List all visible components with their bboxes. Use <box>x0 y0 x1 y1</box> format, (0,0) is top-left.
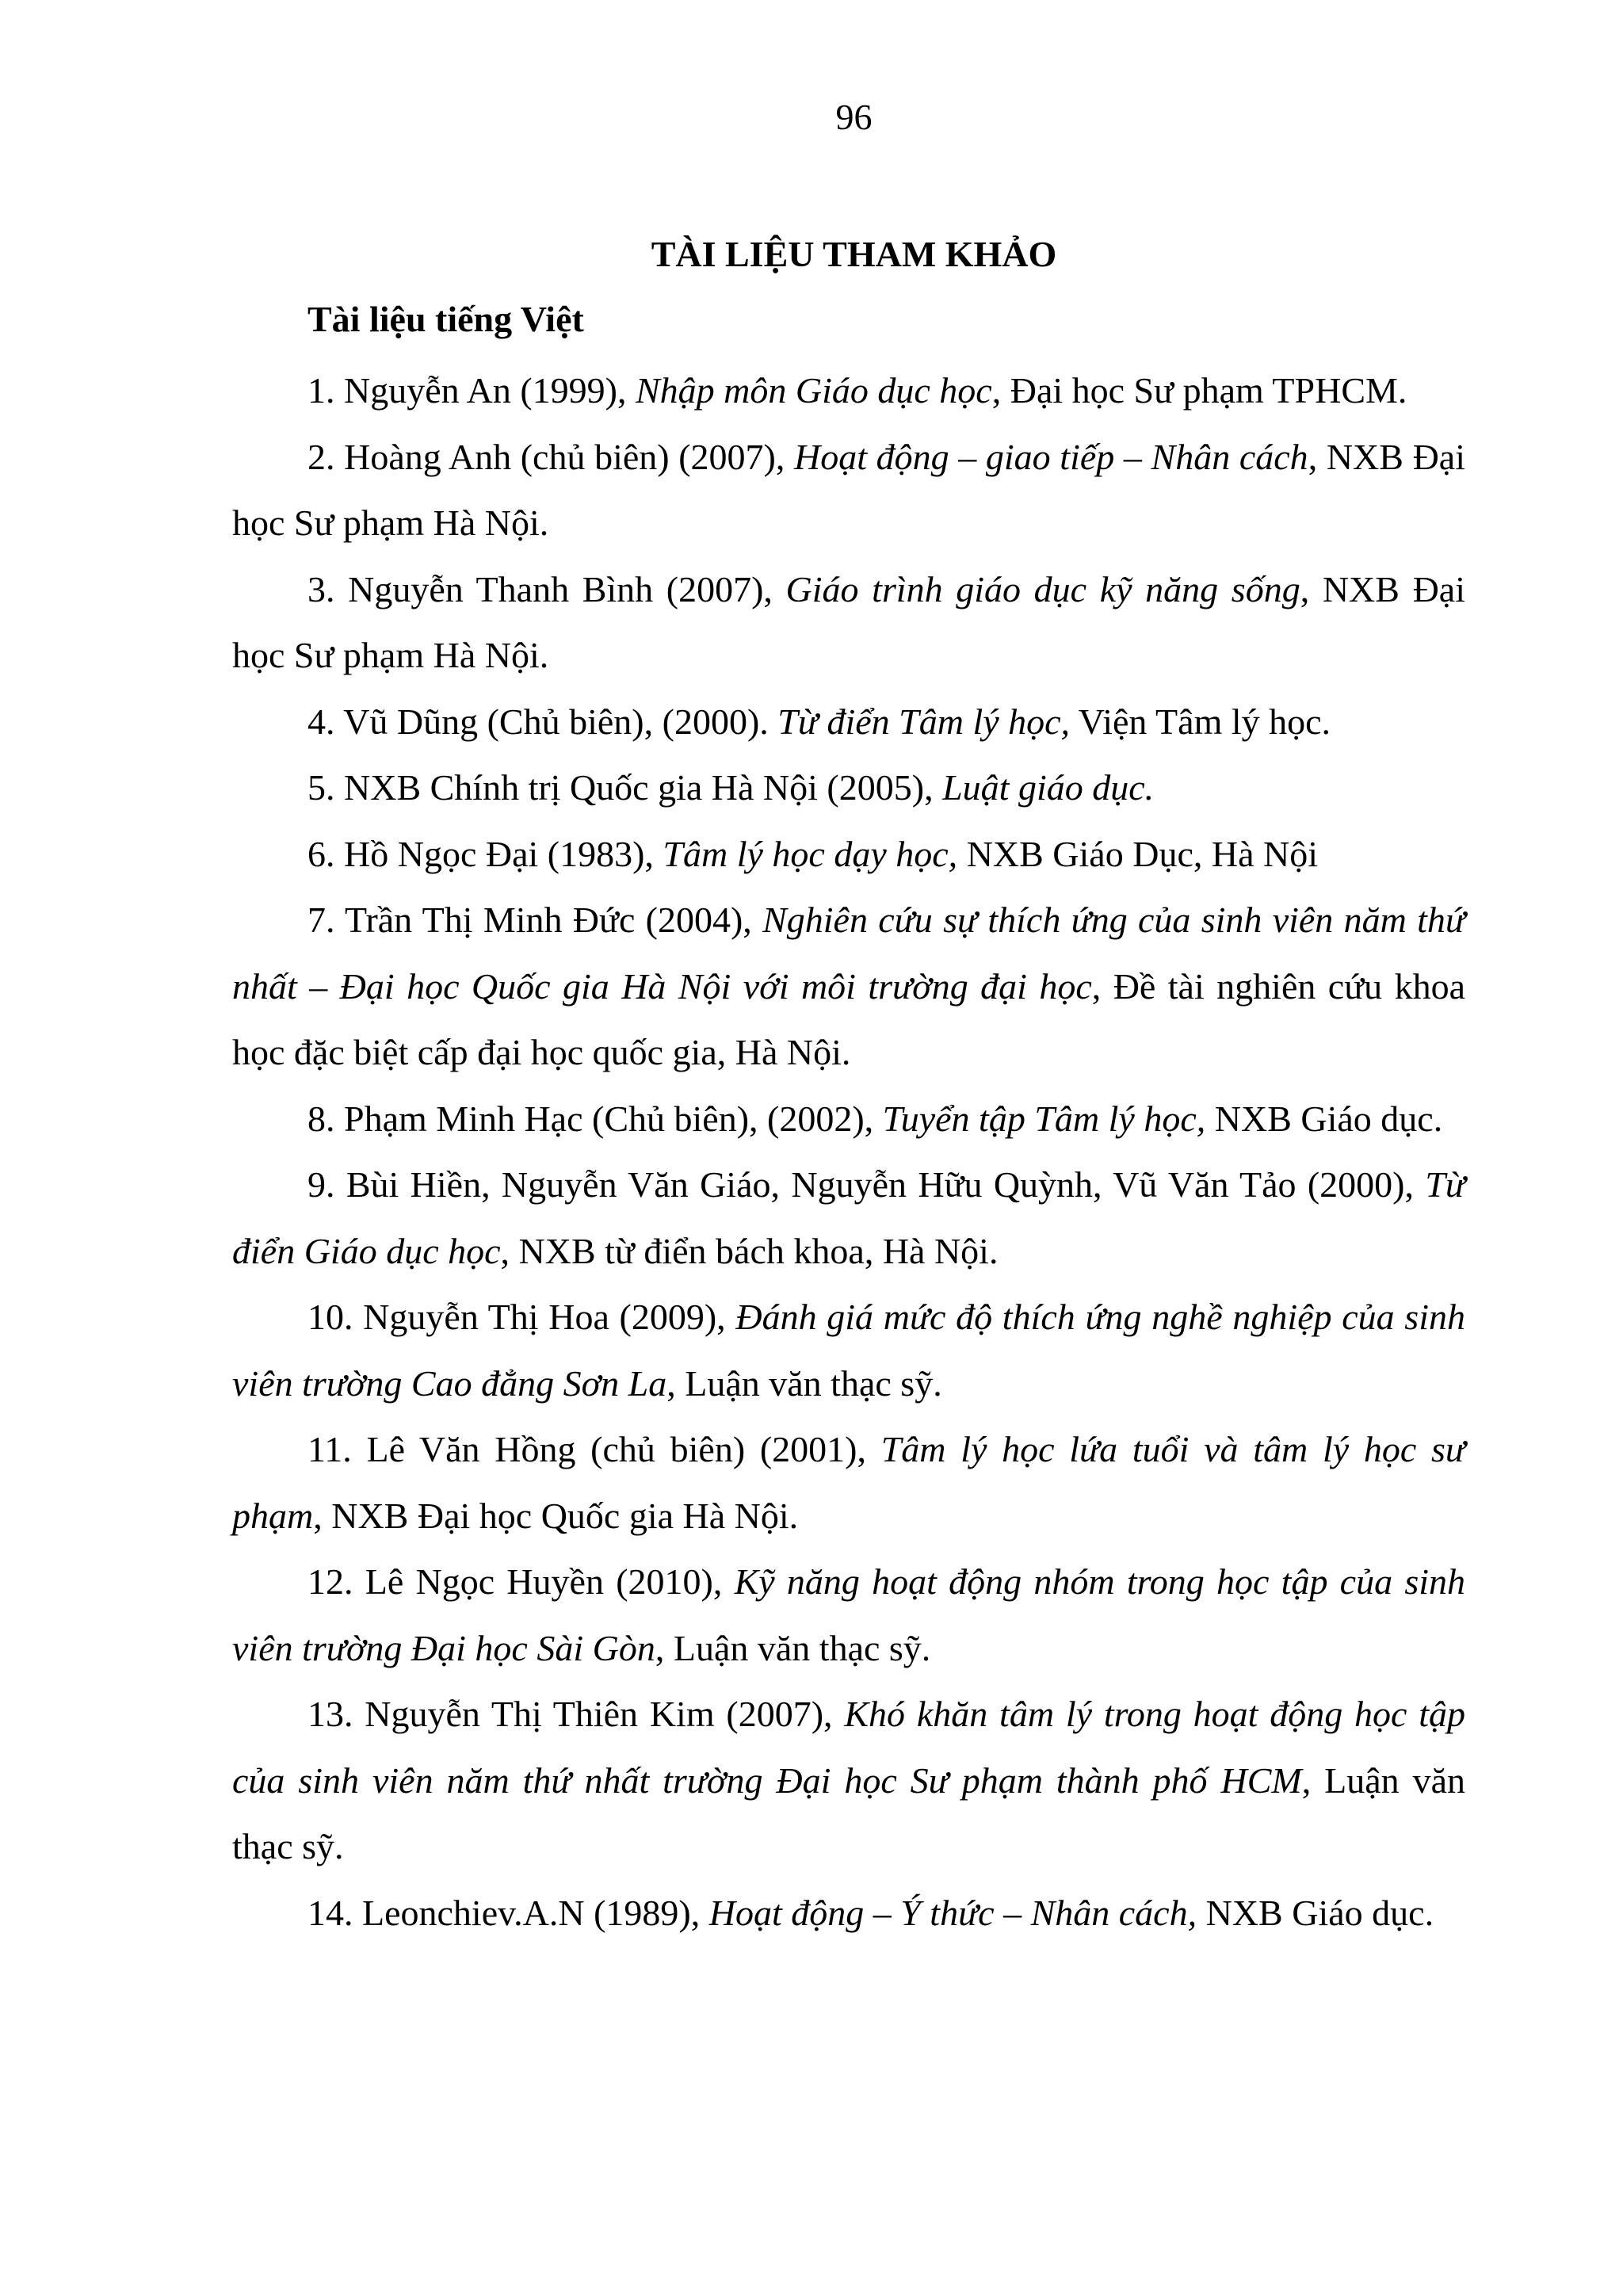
reference-title: Kỹ năng hoạt động nhóm trong học tập của sinh viên trường Đại học Sài Gòn <box>232 1561 1465 1668</box>
reference-publisher: NXB Giáo dục. <box>1197 1892 1434 1933</box>
reference-title: Nhập môn Giáo dục học <box>635 370 992 411</box>
reference-item <box>232 755 1465 821</box>
reference-author-year: 2. Hoàng Anh (chủ biên) (2007), <box>307 436 794 477</box>
reference-title: Đánh giá mức độ thích ứng nghề nghiệp của sinh viên trường Cao đẳng Sơn La <box>232 1297 1465 1404</box>
reference-author-year: 5. NXB Chính trị Quốc gia Hà Nội (2005), <box>307 767 943 808</box>
reference-item <box>232 1086 1465 1152</box>
reference-publisher: , Đề tài nghiên cứu khoa học đặc biệt cấp đại học quốc gia, Hà Nội. <box>232 965 1466 1072</box>
reference-item <box>232 357 1465 424</box>
reference-title: Giáo trình giáo dục kỹ năng sống <box>785 568 1300 609</box>
reference-author-year: 9. Bùi Hiền, Nguyễn Văn Giáo, Nguyễn Hữu Quỳnh, Vũ Văn Tảo (2000), <box>307 1164 1426 1205</box>
reference-title: Luật giáo dục. <box>942 767 1155 808</box>
reference-item <box>232 1152 1465 1284</box>
reference-item <box>232 424 1465 556</box>
reference-publisher: Viện Tâm lý học. <box>1070 701 1331 742</box>
reference-author-year: 14. Leonchiev.A.N (1989), <box>307 1892 709 1933</box>
reference-author-year: 10. Nguyễn Thị Hoa (2009), <box>307 1297 736 1337</box>
reference-item <box>232 1549 1465 1681</box>
reference-author-year: 11. Lê Văn Hồng (chủ biên) (2001), <box>307 1429 881 1469</box>
reference-title: Hoạt động – Ý thức – Nhân cách, <box>708 1892 1197 1933</box>
reference-author-year: 6. Hồ Ngọc Đại (1983), <box>307 833 663 874</box>
reference-title: Tâm lý học lứa tuổi và tâm lý học sư phạm <box>232 1429 1465 1536</box>
reference-publisher: NXB Giáo Dục, Hà Nội <box>957 833 1318 874</box>
reference-author-year: 13. Nguyễn Thị Thiên Kim (2007), <box>307 1694 845 1734</box>
reference-title: Từ điển Tâm lý học, <box>777 701 1071 742</box>
reference-item <box>232 1284 1465 1416</box>
reference-title: Nghiên cứu sự thích ứng của sinh viên năm thứ nhất – Đại học Quốc gia Hà Nội với môi trường đại học <box>232 900 1465 1007</box>
reference-author-year: 8. Phạm Minh Hạc (Chủ biên), (2002), <box>307 1098 883 1139</box>
references-heading: TÀI LIỆU THAM KHẢO <box>651 234 1057 274</box>
reference-item <box>232 689 1465 755</box>
reference-author-year: 1. Nguyễn An (1999), <box>307 370 636 411</box>
reference-author-year: 3. Nguyễn Thanh Bình (2007), <box>307 568 786 609</box>
reference-title: Tâm lý học dạy học, <box>663 833 958 874</box>
reference-item <box>232 821 1465 888</box>
reference-title: Hoạt động – giao tiếp – Nhân cách <box>794 436 1308 477</box>
reference-publisher: NXB Giáo dục. <box>1205 1098 1443 1139</box>
reference-title: Tuyển tập Tâm lý học, <box>882 1098 1206 1139</box>
reference-publisher: , Luận văn thạc sỹ. <box>232 1759 1465 1866</box>
reference-publisher: , Luận văn thạc sỹ. <box>655 1627 931 1668</box>
section-heading-vietnamese: Tài liệu tiếng Việt <box>307 299 584 339</box>
reference-publisher: , NXB từ điển bách khoa, Hà Nội. <box>500 1230 999 1271</box>
reference-author-year: 7. Trần Thị Minh Đức (2004), <box>307 900 763 940</box>
reference-publisher: , NXB Đại học Sư phạm Hà Nội. <box>232 436 1465 543</box>
page-number: 96 <box>835 97 873 137</box>
reference-title: Khó khăn tâm lý trong hoạt động học tập của sinh viên năm thứ nhất trường Đại học Sư phạm thành phố HCM <box>232 1694 1465 1801</box>
reference-publisher: , NXB Đại học Sư phạm Hà Nội. <box>232 568 1465 675</box>
reference-item <box>232 887 1465 1086</box>
reference-publisher: , NXB Đại học Quốc gia Hà Nội. <box>313 1495 799 1536</box>
reference-publisher: , Luận văn thạc sỹ. <box>666 1362 942 1404</box>
reference-title: Từ điển Giáo dục học <box>232 1164 1465 1271</box>
reference-list <box>232 357 1465 1946</box>
reference-author-year: 12. Lê Ngọc Huyền (2010), <box>307 1561 735 1602</box>
reference-item <box>232 1416 1465 1549</box>
reference-item <box>232 1681 1465 1880</box>
reference-author-year: 4. Vũ Dũng (Chủ biên), (2000). <box>307 701 778 742</box>
reference-item <box>232 556 1465 689</box>
reference-publisher: , Đại học Sư phạm TPHCM. <box>991 370 1407 411</box>
reference-item <box>232 1880 1465 1946</box>
